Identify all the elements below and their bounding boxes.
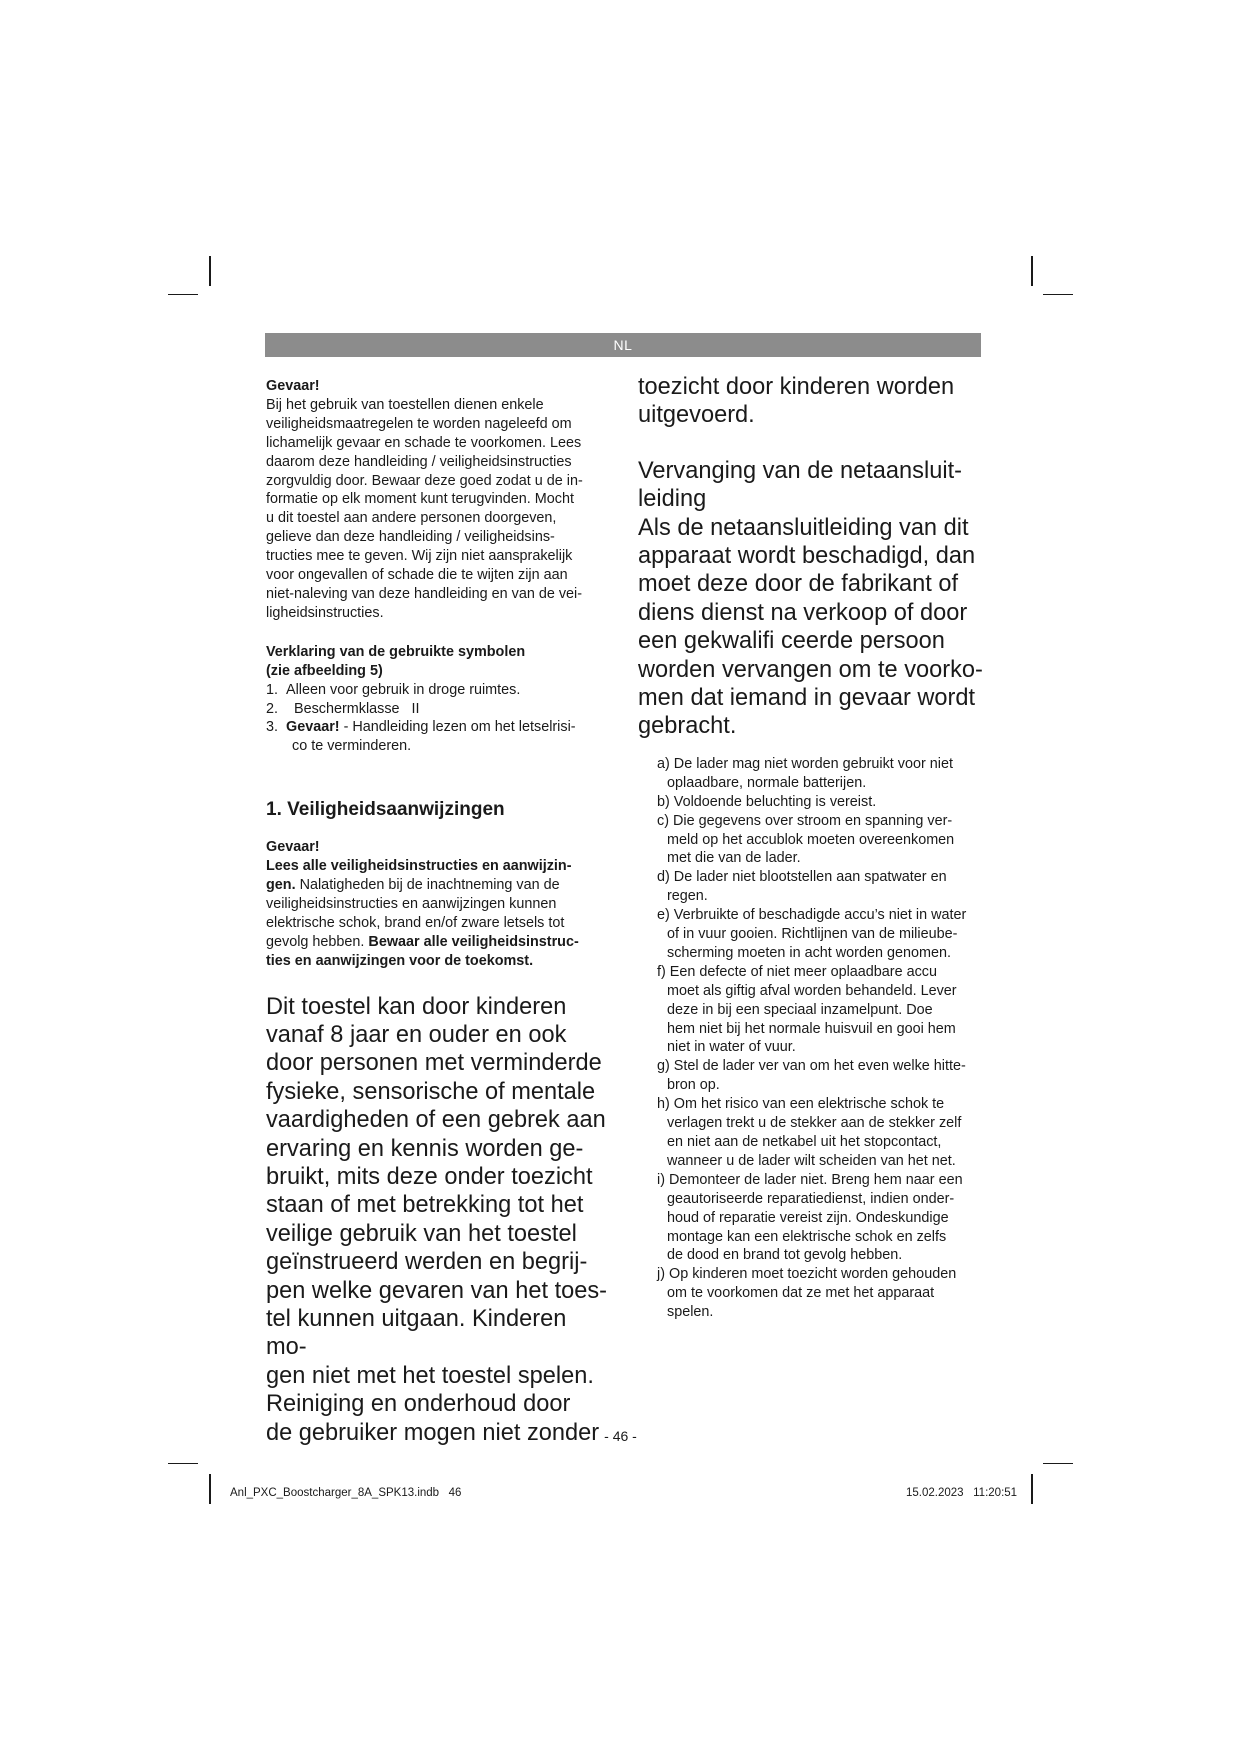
intro-paragraph xyxy=(266,396,608,623)
list-item: b) Voldoende beluchting is vereist. xyxy=(657,793,877,810)
list-item: i) Demonteer de lader niet. Breng hem naar een geautoriseerde reparatiedienst, indien onder- houd of reparatie vereist zijn. Ondeskundige montage kan een elektrische schok en zelfs de dood en brand tot gevolg hebben. xyxy=(657,1171,963,1264)
children-safety-continuation: toezicht door kinderen worden uitgevoerd. xyxy=(638,374,955,429)
replacement-paragraph: Als de netaansluitleiding van dit apparaat wordt beschadigd, dan moet deze door de fabrikant of diens dienst na verkoop of door een gekwalifi ceerde persoon worden vervangen om te voorko- men dat iemand in gevaar wordt gebracht. xyxy=(638,514,983,740)
page-number: - 46 - xyxy=(604,1428,637,1444)
language-header-bar xyxy=(265,333,981,357)
warning-paragraph: Lees alle veiligheidsinstructies en aanwijzin- gen. Nalatigheden bij de inachtneming van de veiligheidsinstructies en aanwijzingen kunnen elektrische schok, brand en/of zware letsels tot gevolg hebben. Bewaar alle veiligheidsinstruc- ties en aanwijzingen voor de toekomst. xyxy=(266,858,579,969)
section-title: 1. Veiligheidsaanwijzingen xyxy=(266,799,505,821)
list-item: d) De lader niet blootstellen aan spatwater en regen. xyxy=(657,869,947,905)
crop-mark-bottom-right-horizontal xyxy=(1043,1463,1073,1464)
crop-mark-bottom-left-horizontal xyxy=(168,1463,198,1464)
intro-line: formatie op elk moment kunt terugvinden. Mocht xyxy=(266,491,574,508)
intro-line: u dit toestel aan andere personen doorgeven, xyxy=(266,510,557,527)
intro-line: niet-naleving van deze handleiding en van de vei- xyxy=(266,585,583,602)
intro-line: daarom deze handleiding / veiligheidsinstructies xyxy=(266,453,572,470)
crop-mark-top-left-horizontal xyxy=(168,294,198,295)
children-safety-paragraph: Dit toestel kan door kinderen vanaf 8 jaar en ouder en ook door personen met verminderde fysieke, sensorische of mentale vaardigheden of een gebrek aan ervaring en kennis worden ge- bruikt, mits deze onder toezicht staan of met betrekking tot het veilige gebruik van het toestel geïnstrueerd werden en begrij- pen welke gevaren van het toes- tel kunnen uitgaan. Kinderen mo- gen niet met het toestel spelen. Reiniging en onderhoud door de gebruiker mogen niet zonder xyxy=(266,993,608,1446)
crop-mark-bottom-left-vertical xyxy=(209,1474,211,1504)
intro-line: lichamelijk gevaar en schade te voorkomen. Lees xyxy=(266,434,582,451)
list-item: e) Verbruikte of beschadigde accu’s niet in water of in vuur gooien. Richtlijnen van de milieube- scherming moeten in acht worden genomen. xyxy=(657,907,967,961)
list-item: 3. Gevaar! - Handleiding lezen om het letselrisi- co te verminderen. xyxy=(266,719,576,755)
list-item: 1. Alleen voor gebruik in droge ruimtes. xyxy=(266,681,521,698)
list-item: g) Stel de lader ver van om het even welke hitte- bron op. xyxy=(657,1058,966,1094)
crop-mark-top-right-horizontal xyxy=(1043,294,1073,295)
list-item: c) Die gegevens over stroom en spanning ver- meld op het accublok moeten overeenkomen met die van de lader. xyxy=(657,812,955,867)
left-column xyxy=(266,377,608,1447)
intro-heading: Gevaar! xyxy=(266,378,320,394)
intro-line: voor ongevallen of schade die te wijten zijn aan xyxy=(266,567,568,584)
crop-mark-top-right-vertical xyxy=(1031,256,1033,286)
intro-line: gelieve dan deze handleiding / veiligheidsins- xyxy=(266,529,555,546)
intro-line: Bij het gebruik van toestellen dienen enkele xyxy=(266,396,544,413)
intro-line: ligheidsinstructies. xyxy=(266,604,384,621)
intro-line: veiligheidsmaatregelen te worden nageleefd om xyxy=(266,415,572,432)
intro-line: zorgvuldig door. Bewaar deze goed zodat u de in- xyxy=(266,472,583,489)
intro-line: tructies mee te geven. Wij zijn niet aansprakelijk xyxy=(266,548,573,565)
warning-heading: Gevaar! xyxy=(266,839,320,856)
symbols-subheading: (zie afbeelding 5) xyxy=(266,662,383,679)
list-item: j) Op kinderen moet toezicht worden gehouden om te voorkomen dat ze met het apparaat spelen. xyxy=(657,1266,957,1321)
list-item: 2. Beschermklasse II xyxy=(266,700,420,717)
list-item: a) De lader mag niet worden gebruikt voor niet oplaadbare, normale batterijen. xyxy=(657,755,953,791)
symbols-list xyxy=(266,681,608,757)
language-code: NL xyxy=(613,337,633,353)
right-column xyxy=(638,373,988,1322)
print-timestamp: 15.02.2023 11:20:51 xyxy=(906,1487,1018,1499)
replacement-heading: Vervanging van de netaansluit- leiding xyxy=(638,457,962,513)
list-item: h) Om het risico van een elektrische schok te verlagen trekt u de stekker aan de stekker zelf en niet aan de netkabel uit het stopcontact, wanneer u de lader wilt scheiden van het net. xyxy=(657,1096,962,1169)
charger-safety-list xyxy=(638,755,988,1322)
symbols-heading: Verklaring van de gebruikte symbolen xyxy=(266,643,526,660)
list-item: f) Een defecte of niet meer oplaadbare accu moet als giftig afval worden behandeld. Lever deze in bij een speciaal inzamelpunt. Doe hem niet bij het normale huisvuil en gooi hem niet in water of vuur. xyxy=(657,963,957,1056)
file-name: Anl_PXC_Boostcharger_8A_SPK13.indb 46 xyxy=(230,1487,462,1499)
crop-mark-top-left-vertical xyxy=(209,256,211,286)
crop-mark-bottom-right-vertical xyxy=(1031,1474,1033,1504)
